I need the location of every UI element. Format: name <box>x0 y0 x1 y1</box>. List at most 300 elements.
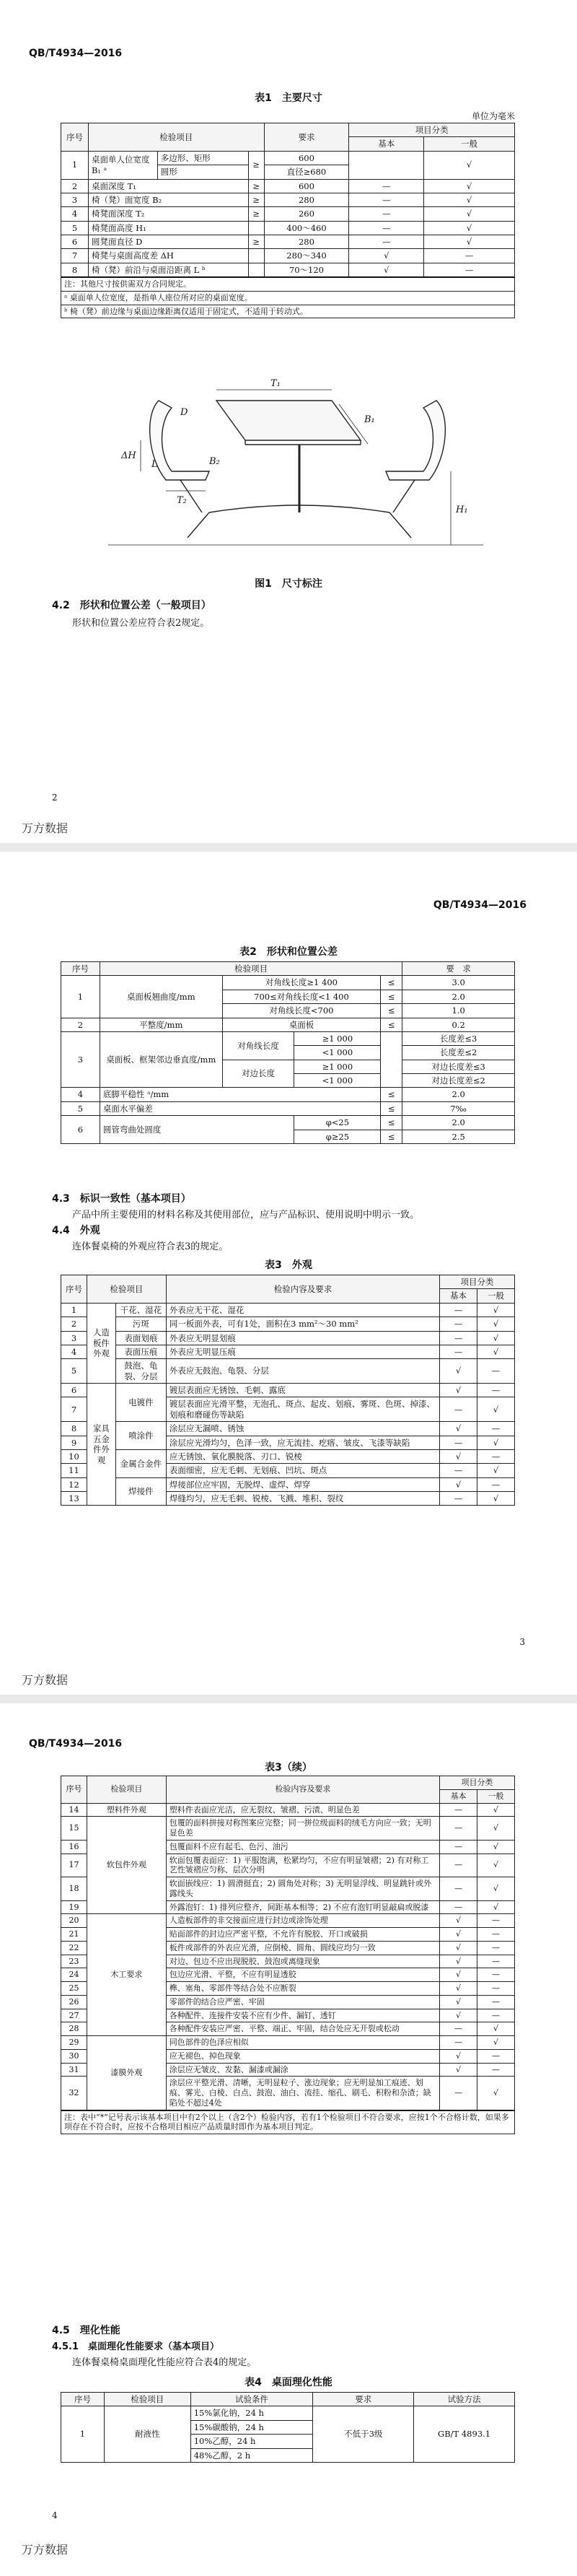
cell-item: 桌面水平偏差 <box>100 1101 380 1115</box>
table-row <box>61 1803 515 1817</box>
cell-cond: 对边长度 <box>222 1060 294 1088</box>
cell-req: 板件或部件的外表应光滑，应倒棱、圆角、圆线应均匀一致 <box>166 1941 439 1955</box>
cell-general: √ <box>477 1854 515 1877</box>
cell-req: 3.0 <box>402 976 515 990</box>
cell-general: √ <box>477 1803 515 1817</box>
cell-req: 应无褪色、掉色现象 <box>166 2049 439 2063</box>
table-row <box>61 1345 515 1358</box>
cell-general: √ <box>477 1345 515 1358</box>
cell-req: 260 <box>264 207 349 221</box>
cell-req: 2.0 <box>402 990 515 1003</box>
cell-item: 干花、湿花 <box>115 1303 166 1317</box>
page-3 <box>0 1703 577 2576</box>
cell-basic: — <box>440 1331 477 1345</box>
table-row <box>61 1477 515 1491</box>
cell-no: 14 <box>61 1803 87 1817</box>
table1-note: ᵃ 桌面单人位宽度，是指单人座位所对应的桌面宽度。 <box>61 291 515 305</box>
table-row <box>61 1449 515 1463</box>
cell-cond: φ<25 <box>294 1116 381 1130</box>
cell-basic: — <box>440 1803 477 1817</box>
cell-no: 6 <box>61 1384 87 1397</box>
cell-general: — <box>477 1928 515 1942</box>
cell-basic: √ <box>349 249 424 263</box>
cell-general: — <box>424 249 515 263</box>
cell-req: 外表应无明显划痕 <box>166 1331 439 1345</box>
cell-sub: 多边形、矩形 <box>157 151 248 165</box>
table3c-header: 基本 <box>440 1789 477 1803</box>
cell-no: 5 <box>61 221 89 235</box>
cell-no: 1 <box>61 1303 87 1317</box>
cell-req: 0.2 <box>402 1018 515 1031</box>
cell-item: 桌面板翘曲度/mm <box>100 976 222 1018</box>
cell-general: √ <box>477 1817 515 1841</box>
table-row <box>61 207 515 221</box>
cell-sub: 圆形 <box>157 165 248 179</box>
cell-no: 21 <box>61 1928 87 1942</box>
cell-basic: — <box>440 1464 477 1477</box>
cell-general: — <box>477 1955 515 1968</box>
cell-req: 涂层应无漏喷、锈蚀 <box>166 1422 439 1436</box>
cell-no: 28 <box>61 2022 87 2036</box>
cell-req: 软面嵌线应：1) 圆滑挺直；2) 圆角处对称；3) 无明显浮线、明显跳针或外露线头 <box>166 1877 439 1901</box>
table3-header: 一般 <box>477 1289 515 1303</box>
cell-general: √ <box>477 2022 515 2036</box>
fig-label: H₁ <box>456 505 468 515</box>
table-row <box>61 1303 515 1317</box>
section-text: 连体餐桌椅桌面理化性能应符合表4的规定。 <box>72 2357 257 2368</box>
cell-op <box>381 1031 402 1088</box>
cell-condition: 15%碳酸钠，24 h <box>190 2420 313 2434</box>
cell-cond: 桌面板 <box>222 1018 381 1031</box>
table3-header: 基本 <box>440 1289 477 1303</box>
table-row <box>61 179 515 193</box>
cell-req: 应无锈蚀、氧化膜脱落、刃口、锐棱 <box>166 1449 439 1463</box>
table3c-header: 检验项目 <box>87 1776 166 1804</box>
table2-header: 检验项目 <box>100 962 402 976</box>
cell-item: 圆凳面直径 D <box>88 235 248 249</box>
table3c-header: 一般 <box>477 1789 515 1803</box>
cell-basic: — <box>440 1900 477 1914</box>
section-heading: 4.2 形状和位置公差（一般项目） <box>52 600 211 611</box>
cell-no: 5 <box>61 1101 100 1115</box>
table-row <box>61 1384 515 1397</box>
cell-general: √ <box>477 1317 515 1331</box>
cell-general: — <box>477 1422 515 1436</box>
table3-header: 检验项目 <box>87 1275 166 1304</box>
cell-req: 涂层应平整光滑、清晰，无明显粒子、涨边现象；应无明显加工痕迹、划痕、雾光、白棱、白点、鼓泡、油白、流挂、缩孔、刷毛、积粉和杂渣；缺陷处不超过4处 <box>166 2077 439 2110</box>
cell-cond: 对角线长度<700 <box>222 1004 381 1018</box>
cell-no: 12 <box>61 1477 87 1491</box>
section-heading: 4.3 标识一致性（基本项目） <box>52 1193 191 1205</box>
cell-general: √ <box>424 179 515 193</box>
cell-req: 2.0 <box>402 1116 515 1130</box>
cell-general: — <box>477 1914 515 1928</box>
table-row <box>61 1422 515 1436</box>
cell-general: √ <box>477 1436 515 1449</box>
table1-header: 检验项目 <box>88 123 264 152</box>
table3c-header: 项目分类 <box>440 1776 515 1790</box>
cell-general: √ <box>477 1331 515 1345</box>
table4-header: 检验项目 <box>104 2393 190 2406</box>
table-row <box>61 1317 515 1331</box>
table3-continued <box>61 1776 515 2134</box>
cell-condition: 15%氯化钠，24 h <box>190 2406 313 2420</box>
table3c-note: 注：表中“*”记号表示该基本项目中有2个以上（含2个）检验内容，若有1个检验项目不符合要求，应按1个不合格计数，如果多项存在不符合时，应按不合格项目相应产品质量时即作为基本项目判定。 <box>61 2110 515 2134</box>
cell-req: 7‰ <box>402 1101 515 1115</box>
cell-no: 10 <box>61 1449 87 1463</box>
cell-req: 2.5 <box>402 1130 515 1143</box>
cell-general: √ <box>477 1464 515 1477</box>
cell-basic: — <box>440 1492 477 1506</box>
cell-req: 镀层表面应光滑平整，无泡孔、斑点、起皮、划痕、雾斑、色斑、掉漆、划痕和磨碰伤等缺陷 <box>166 1397 439 1422</box>
cell-basic: — <box>349 221 424 235</box>
cell-general: √ <box>477 1900 515 1914</box>
table4-header: 试验方法 <box>414 2393 515 2406</box>
cell-item: 鼓泡、龟裂、分层 <box>115 1359 166 1384</box>
cell-basic: — <box>440 1303 477 1317</box>
cell-item: 喷涂件 <box>115 1422 166 1450</box>
table4-header: 试验条件 <box>190 2393 313 2406</box>
cell-basic: √ <box>440 1941 477 1955</box>
cell-item: 椅（凳）面宽度 B₂ <box>88 193 248 206</box>
footer-wanfang: 万方数据 <box>22 1673 69 1687</box>
cell-req: 外露泡钉：1) 排列应整齐，间距基本相等；2) 不应有泡钉明显敲扁或脱漆 <box>166 1900 439 1914</box>
cell-no: 30 <box>61 2049 87 2063</box>
cell-general: — <box>477 1449 515 1463</box>
cell-req: 1.0 <box>402 1004 515 1018</box>
cell-general: √ <box>424 193 515 206</box>
table-row <box>61 1914 515 1928</box>
cell-basic: √ <box>440 2049 477 2063</box>
cell-no: 15 <box>61 1817 87 1841</box>
table2-caption: 表2 形状和位置公差 <box>239 946 338 958</box>
cell-general: — <box>477 1982 515 1996</box>
cell-req: 280 <box>264 193 349 206</box>
cell-general: — <box>477 2063 515 2077</box>
cell-req: 长度差≤3 <box>402 1031 515 1045</box>
cell-no: 4 <box>61 1088 100 1101</box>
cell-item: 椅凳面深度 T₂ <box>88 207 248 221</box>
footer-wanfang: 万方数据 <box>22 2543 69 2557</box>
cell-no: 1 <box>61 976 100 1018</box>
tabletop-shape <box>216 401 361 440</box>
cell-op: ≤ <box>381 1004 402 1018</box>
section-heading: 4.5 理化性能 <box>52 2325 120 2336</box>
frame-legs <box>188 512 411 538</box>
table3c-header: 序号 <box>61 1776 87 1804</box>
cell-op: ≥ <box>248 179 264 193</box>
cell-general: — <box>477 2009 515 2022</box>
cell-cond: φ≥25 <box>294 1130 381 1143</box>
cell-req: 包覆的面料拼接对称图案应完整；同一拼位级面料的绒毛方向应一致；无明显色差 <box>166 1817 439 1841</box>
table-row <box>61 1018 515 1031</box>
cell-req: 软面包覆表面应：1) 平服饱满，松紧均匀，不应有明显皱褶；2) 有对称工艺性皱褶应匀称、层次分明 <box>166 1854 439 1877</box>
cell-req: 长度差≤2 <box>402 1046 515 1060</box>
cell-group: 漆膜外观 <box>87 2036 166 2110</box>
cell-req: 不低于3级 <box>313 2406 414 2463</box>
cell-basic: √ <box>440 1995 477 2009</box>
table1-header: 序号 <box>61 123 89 152</box>
cell-item: 表面压痕 <box>115 1345 166 1358</box>
cell-req: 包覆面料不应有起毛、色污、油污 <box>166 1840 439 1854</box>
fig-label: B₁ <box>364 414 375 425</box>
cell-item: 圆管弯曲处圆度 <box>100 1116 294 1144</box>
cell-no: 29 <box>61 2036 87 2050</box>
cell-method: GB/T 4893.1 <box>414 2406 515 2463</box>
cell-no: 32 <box>61 2077 87 2110</box>
table-row <box>61 976 515 990</box>
cell-basic: √ <box>440 1955 477 1968</box>
table3c-header: 检验内容及要求 <box>166 1776 439 1804</box>
cell-no: 7 <box>61 1397 87 1422</box>
cell-req: 280 <box>264 235 349 249</box>
cell-req: 焊接部位应牢固，无脱焊、虚焊、焊穿 <box>166 1477 439 1491</box>
cell-basic: — <box>440 2022 477 2036</box>
table4-header: 序号 <box>61 2393 105 2406</box>
cell-op: ≥ <box>248 151 264 179</box>
cell-item: 椅凳面高度 H₁ <box>88 221 248 235</box>
cell-no: 17 <box>61 1854 87 1877</box>
cell-basic: — <box>440 1854 477 1877</box>
table3-header: 检验内容及要求 <box>166 1275 439 1304</box>
table3c-caption: 表3（续） <box>265 1762 312 1773</box>
subsection-heading: 4.5.1 桌面理化性能要求（基本项目） <box>52 2341 220 2352</box>
cell-cond: ≥1 000 <box>294 1031 381 1045</box>
right-chair-shape <box>386 401 445 480</box>
cell-no: 22 <box>61 1941 87 1955</box>
section-text: 形状和位置公差应符合表2规定。 <box>72 618 210 629</box>
cell-item: 桌面板、框架邻边垂直度/mm <box>100 1031 222 1088</box>
page-1 <box>0 0 577 843</box>
cell-general: — <box>424 263 515 277</box>
cell-basic: √ <box>440 1968 477 1982</box>
table-row <box>61 1031 515 1045</box>
cell-no: 5 <box>61 1359 87 1384</box>
doc-code: QB/T4934—2016 <box>29 48 123 59</box>
page-number: 3 <box>519 1637 525 1647</box>
cell-req: 表面细密，应无毛刺、无划痕、凹坑、斑点 <box>166 1464 439 1477</box>
cell-basic: — <box>440 1817 477 1841</box>
cell-no: 2 <box>61 1317 87 1331</box>
cell-basic: — <box>440 1397 477 1422</box>
table4-header: 要求 <box>313 2393 414 2406</box>
table1-caption: 表1 主要尺寸 <box>255 92 322 104</box>
cell-op: ≤ <box>381 1018 402 1031</box>
cell-req: 塑料件表面应光洁，应无裂纹、皱褶、污渍、明显色差 <box>166 1803 439 1817</box>
cell-basic: — <box>349 179 424 193</box>
cell-req: 榫、塞角、零部件等结合处不应断裂 <box>166 1982 439 1996</box>
cell-item: 污斑 <box>115 1317 166 1331</box>
cell-general: √ <box>424 207 515 221</box>
cell-item: 平整度/mm <box>100 1018 222 1031</box>
cell-basic <box>349 151 424 179</box>
cell-condition: 48%乙醇，2 h <box>190 2448 313 2462</box>
cell-no: 1 <box>61 2406 105 2463</box>
cell-cond: 对角线长度 <box>222 1031 294 1060</box>
table1-header: 要求 <box>264 123 349 152</box>
cell-general: √ <box>424 221 515 235</box>
cell-general: — <box>477 1384 515 1397</box>
cell-no: 2 <box>61 179 89 193</box>
cell-req: 外表应无鼓泡、龟裂、分层 <box>166 1359 439 1384</box>
table-row <box>61 1116 515 1130</box>
cell-general: √ <box>477 2036 515 2050</box>
cell-basic: √ <box>440 1982 477 1996</box>
cell-item: 耐液性 <box>104 2406 190 2463</box>
cell-req: 外表应无干花、湿花 <box>166 1303 439 1317</box>
table4-caption: 表4 桌面理化性能 <box>245 2377 332 2388</box>
cell-item: 底脚平稳性 ᵃ/mm <box>100 1088 380 1101</box>
cell-basic: √ <box>440 2063 477 2077</box>
cell-basic: — <box>440 2077 477 2110</box>
cell-general: — <box>477 1941 515 1955</box>
figure1-drawing <box>108 372 483 567</box>
cell-no: 26 <box>61 1995 87 2009</box>
cell-cond: <1 000 <box>294 1046 381 1060</box>
cell-req: 对边、包边不应出现脱胶、鼓泡或离缝现象 <box>166 1955 439 1968</box>
right-chair-support <box>393 480 415 512</box>
section-heading: 4.4 外观 <box>52 1225 100 1236</box>
cell-basic: — <box>349 207 424 221</box>
cell-basic: √ <box>440 1914 477 1928</box>
cell-no: 24 <box>61 1968 87 1982</box>
cell-no: 4 <box>61 207 89 221</box>
cell-op: ≤ <box>381 1088 402 1101</box>
cell-req: 600 <box>264 179 349 193</box>
left-chair-shape <box>150 401 209 480</box>
cell-group: 木工要求 <box>87 1914 166 2036</box>
cell-req: 各种配件安装应严密、平整、端正、牢固，结合处应无开裂或松动 <box>166 2022 439 2036</box>
cell-op <box>248 221 264 235</box>
cell-general: √ <box>477 1397 515 1422</box>
cell-item: 表面划痕 <box>115 1331 166 1345</box>
cell-no: 19 <box>61 1900 87 1914</box>
cell-no: 23 <box>61 1955 87 1968</box>
cell-general: √ <box>477 1492 515 1506</box>
table-row <box>61 2406 515 2420</box>
cell-req: 280～340 <box>264 249 349 263</box>
doc-code: QB/T4934—2016 <box>433 899 527 911</box>
table1-unit: 单位为毫米 <box>471 111 515 121</box>
page-2 <box>0 852 577 1695</box>
cell-no: 8 <box>61 1422 87 1436</box>
cell-item: 电镀件 <box>115 1384 166 1422</box>
cell-item: 焊接件 <box>115 1477 166 1506</box>
cell-general: √ <box>477 1303 515 1317</box>
fig-label: L <box>151 459 158 470</box>
cell-req: 同一板面外表，可有1处，面积在3 mm²～30 mm² <box>166 1317 439 1331</box>
cell-cond: 对角线长度≥1 400 <box>222 976 381 990</box>
cell-no: 6 <box>61 1116 100 1144</box>
cell-basic: — <box>440 1345 477 1358</box>
cell-no: 27 <box>61 2009 87 2022</box>
cell-req: 同色部件的色泽应相似 <box>166 2036 439 2050</box>
cell-item: 桌面深度 T₁ <box>88 179 248 193</box>
cell-item: 椅凳与桌面高度差 ΔH <box>88 249 248 263</box>
cell-general: — <box>477 1968 515 1982</box>
cell-basic: √ <box>440 1359 477 1384</box>
section-text: 连体餐桌椅的外观应符合表3的规定。 <box>72 1241 229 1252</box>
table-row <box>61 1101 515 1115</box>
cell-req: 外表应无明显压痕 <box>166 1345 439 1358</box>
cell-cond: <1 000 <box>294 1074 381 1088</box>
cell-basic: √ <box>440 1384 477 1397</box>
cell-condition: 10%乙醇，24 h <box>190 2435 313 2448</box>
cell-basic: — <box>440 2036 477 2050</box>
cell-req: 600 <box>264 151 349 165</box>
cell-group: 塑料件外观 <box>87 1803 166 1817</box>
cell-group: 人造板件外观 <box>87 1303 115 1383</box>
cell-req: 涂层应无皱皮、发黏、漏漆或漏涂 <box>166 2063 439 2077</box>
cell-general: √ <box>424 151 515 179</box>
cell-req: 400～460 <box>264 221 349 235</box>
table1-header: 基本 <box>349 137 424 151</box>
table-row <box>61 1359 515 1384</box>
table3-header: 项目分类 <box>440 1275 515 1289</box>
table-row <box>61 221 515 235</box>
cell-basic: — <box>440 1877 477 1901</box>
cell-no: 3 <box>61 193 89 206</box>
cell-general: √ <box>477 2077 515 2110</box>
page-number: 2 <box>52 793 58 803</box>
table-row <box>61 1331 515 1345</box>
fig-label: T₁ <box>270 378 281 389</box>
cell-req: 2.0 <box>402 1088 515 1101</box>
fig-label: D <box>180 407 188 418</box>
cell-op: ≤ <box>381 976 402 990</box>
cell-req: 镀层表面应无锈蚀、毛刺、露底 <box>166 1384 439 1397</box>
table1-note: 注：其他尺寸按供需双方合同规定。 <box>61 277 515 291</box>
cell-item: 椅（凳）前沿与桌面沿距离 L ᵇ <box>88 263 248 277</box>
table1-header: 一般 <box>424 137 515 151</box>
cell-basic: — <box>349 235 424 249</box>
cell-basic: — <box>349 193 424 206</box>
cell-general: √ <box>424 235 515 249</box>
cell-no: 13 <box>61 1492 87 1506</box>
table2 <box>61 961 515 1144</box>
cell-basic: √ <box>440 1477 477 1491</box>
fig-label: B₂ <box>209 456 220 467</box>
cell-basic: √ <box>349 263 424 277</box>
cell-no: 7 <box>61 249 89 263</box>
doc-code: QB/T4934—2016 <box>29 1738 123 1750</box>
page-number: 4 <box>52 2510 58 2520</box>
cell-general: √ <box>477 1877 515 1901</box>
cell-no: 3 <box>61 1031 100 1088</box>
table-row <box>61 263 515 277</box>
cell-basic: — <box>440 1436 477 1449</box>
cell-req: 包边应光滑、平整，不应有明显透胶 <box>166 1968 439 1982</box>
cell-no: 20 <box>61 1914 87 1928</box>
cell-op: ≥ <box>248 193 264 206</box>
cell-op: ≤ <box>381 990 402 1003</box>
table3-header: 序号 <box>61 1275 87 1304</box>
table1 <box>61 123 515 318</box>
table-row <box>61 1817 515 1841</box>
cell-no: 16 <box>61 1840 87 1854</box>
table4 <box>61 2392 515 2463</box>
cell-group: 软包件外观 <box>87 1817 166 1914</box>
cell-no: 2 <box>61 1018 100 1031</box>
table2-header: 要 求 <box>402 962 515 976</box>
cell-item: 金属合金件 <box>115 1449 166 1477</box>
table1-note: ᵇ 椅（凳）前边缘与桌面边缘距离仅适用于固定式，不适用于转动式。 <box>61 305 515 318</box>
cell-req: 直径≥680 <box>264 165 349 179</box>
cell-general: — <box>477 1995 515 2009</box>
cell-no: 18 <box>61 1877 87 1901</box>
cell-cond: ≥1 000 <box>294 1060 381 1073</box>
cell-no: 4 <box>61 1345 87 1358</box>
